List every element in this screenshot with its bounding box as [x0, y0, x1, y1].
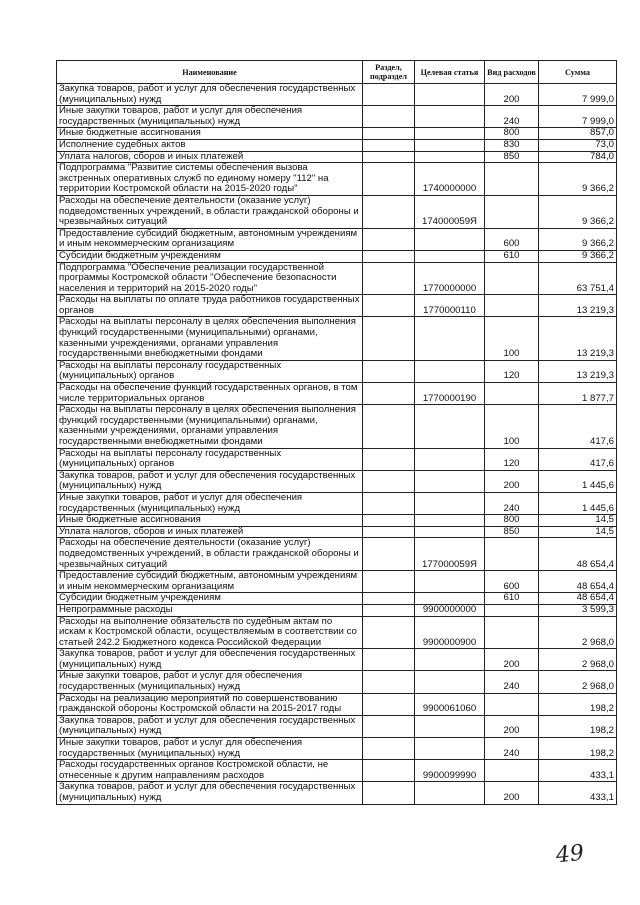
- cell-sum: 198,2: [539, 693, 617, 715]
- cell-section: [363, 492, 415, 514]
- cell-section: [363, 163, 415, 196]
- table-row: [57, 383, 617, 405]
- cell-section: [363, 526, 415, 538]
- cell-name: Непрограммные расходы: [57, 604, 363, 616]
- table-row: [57, 195, 617, 228]
- table-row: [57, 405, 617, 448]
- cell-name: Закупка товаров, работ и услуг для обеспечения государственных (муниципальных) нужд: [57, 84, 363, 106]
- cell-sum: 433,1: [539, 782, 617, 804]
- cell-sum: 48 654,4: [539, 571, 617, 593]
- cell-name: Подпрограмма "Развитие системы обеспечения вызова экстренных оперативных служб по единому номеру "112" на территории Костромской области на 2015-2020 годы": [57, 163, 363, 196]
- cell-name: Закупка товаров, работ и услуг для обеспечения государственных (муниципальных) нужд: [57, 782, 363, 804]
- cell-sum: 3 599,3: [539, 604, 617, 616]
- cell-target: [415, 782, 485, 804]
- cell-target: [415, 738, 485, 760]
- table-body: [57, 84, 617, 805]
- cell-target: [415, 593, 485, 605]
- table-row: [57, 571, 617, 593]
- cell-name: Расходы на выплаты по оплате труда работников государственных органов: [57, 295, 363, 317]
- cell-sum: 2 968,0: [539, 616, 617, 649]
- table-row: [57, 151, 617, 163]
- cell-name: Предоставление субсидий бюджетным, автономным учреждениям и иным некоммерческим организациям: [57, 228, 363, 250]
- cell-target: [415, 128, 485, 140]
- cell-sum: 7 999,0: [539, 84, 617, 106]
- cell-name: Расходы на реализацию мероприятий по совершенствованию гражданской обороны Костромской области на 2015-2017 годы: [57, 693, 363, 715]
- cell-target: [415, 448, 485, 470]
- table-row: [57, 470, 617, 492]
- cell-kind: 200: [485, 649, 539, 671]
- cell-name: Иные закупки товаров, работ и услуг для обеспечения государственных (муниципальных) нужд: [57, 492, 363, 514]
- cell-target: [415, 106, 485, 128]
- cell-kind: 240: [485, 671, 539, 693]
- table-row: [57, 616, 617, 649]
- cell-target: 9900000900: [415, 616, 485, 649]
- cell-name: Подпрограмма "Обеспечение реализации государственной программы Костромской области "Обеспечение безопасности населения и территорий на 2015-2020 годы": [57, 262, 363, 295]
- table-row: [57, 738, 617, 760]
- table-row: [57, 782, 617, 804]
- cell-sum: 9 366,2: [539, 195, 617, 228]
- table-row: [57, 295, 617, 317]
- cell-target: 9900099990: [415, 760, 485, 782]
- cell-sum: 1 445,6: [539, 470, 617, 492]
- cell-kind: [485, 616, 539, 649]
- cell-kind: [485, 604, 539, 616]
- header-sum: Сумма: [539, 61, 617, 84]
- table-row: [57, 228, 617, 250]
- cell-target: 9900000000: [415, 604, 485, 616]
- cell-sum: 73,0: [539, 139, 617, 151]
- cell-kind: 800: [485, 128, 539, 140]
- header-kind: Вид расходов: [485, 61, 539, 84]
- cell-section: [363, 448, 415, 470]
- cell-kind: 850: [485, 526, 539, 538]
- cell-target: [415, 515, 485, 527]
- cell-kind: 200: [485, 470, 539, 492]
- table-row: [57, 671, 617, 693]
- cell-kind: 100: [485, 317, 539, 360]
- cell-kind: 200: [485, 782, 539, 804]
- cell-target: [415, 317, 485, 360]
- cell-name: Уплата налогов, сборов и иных платежей: [57, 151, 363, 163]
- table-row: [57, 163, 617, 196]
- cell-sum: 857,0: [539, 128, 617, 140]
- table-header: [57, 61, 617, 84]
- cell-sum: 1 445,6: [539, 492, 617, 514]
- cell-section: [363, 604, 415, 616]
- cell-name: Расходы государственных органов Костромской области, не отнесенные к другим направлениям расходов: [57, 760, 363, 782]
- table-row: [57, 538, 617, 571]
- table-row: [57, 526, 617, 538]
- cell-sum: 48 654,4: [539, 593, 617, 605]
- cell-name: Закупка товаров, работ и услуг для обеспечения государственных (муниципальных) нужд: [57, 470, 363, 492]
- cell-name: Иные закупки товаров, работ и услуг для обеспечения государственных (муниципальных) нужд: [57, 106, 363, 128]
- table-row: [57, 593, 617, 605]
- cell-name: Иные бюджетные ассигнования: [57, 515, 363, 527]
- cell-sum: 433,1: [539, 760, 617, 782]
- cell-kind: 100: [485, 405, 539, 448]
- table-row: [57, 760, 617, 782]
- table-row: [57, 492, 617, 514]
- cell-name: Исполнение судебных актов: [57, 139, 363, 151]
- cell-name: Расходы на обеспечение деятельности (оказание услуг) подведомственных учреждений, в области гражданской обороны и чрезвычайных ситуаций: [57, 195, 363, 228]
- cell-section: [363, 250, 415, 262]
- cell-section: [363, 616, 415, 649]
- cell-sum: 417,6: [539, 448, 617, 470]
- cell-name: Иные бюджетные ассигнования: [57, 128, 363, 140]
- cell-kind: [485, 295, 539, 317]
- header-section: Раздел, подраздел: [363, 61, 415, 84]
- cell-section: [363, 106, 415, 128]
- cell-kind: 600: [485, 228, 539, 250]
- cell-section: [363, 405, 415, 448]
- cell-section: [363, 515, 415, 527]
- cell-name: Предоставление субсидий бюджетным, автономным учреждениям и иным некоммерческим организациям: [57, 571, 363, 593]
- table-row: [57, 604, 617, 616]
- cell-target: [415, 139, 485, 151]
- cell-kind: [485, 383, 539, 405]
- cell-kind: 120: [485, 360, 539, 382]
- cell-sum: 198,2: [539, 738, 617, 760]
- cell-section: [363, 360, 415, 382]
- cell-kind: 610: [485, 593, 539, 605]
- cell-target: [415, 228, 485, 250]
- cell-section: [363, 593, 415, 605]
- cell-name: Расходы на обеспечение деятельности (оказание услуг) подведомственных учреждений, в области гражданской обороны и чрезвычайных ситуаций: [57, 538, 363, 571]
- cell-kind: [485, 195, 539, 228]
- cell-section: [363, 228, 415, 250]
- cell-target: [415, 715, 485, 737]
- cell-kind: [485, 760, 539, 782]
- table-row: [57, 317, 617, 360]
- cell-name: Иные закупки товаров, работ и услуг для обеспечения государственных (муниципальных) нужд: [57, 738, 363, 760]
- table-row: [57, 106, 617, 128]
- cell-section: [363, 738, 415, 760]
- table-row: [57, 649, 617, 671]
- table-row: [57, 693, 617, 715]
- cell-target: 1770000000: [415, 262, 485, 295]
- header-target: Целевая статья: [415, 61, 485, 84]
- cell-sum: 2 968,0: [539, 649, 617, 671]
- cell-sum: 13 219,3: [539, 317, 617, 360]
- cell-name: Расходы на обеспечение функций государственных органов, в том числе территориальных органов: [57, 383, 363, 405]
- cell-kind: 850: [485, 151, 539, 163]
- cell-name: Закупка товаров, работ и услуг для обеспечения государственных (муниципальных) нужд: [57, 715, 363, 737]
- cell-sum: 7 999,0: [539, 106, 617, 128]
- cell-sum: 417,6: [539, 405, 617, 448]
- cell-section: [363, 649, 415, 671]
- cell-section: [363, 84, 415, 106]
- cell-target: 174000059Я: [415, 195, 485, 228]
- cell-target: 1770000190: [415, 383, 485, 405]
- table-row: [57, 128, 617, 140]
- cell-section: [363, 317, 415, 360]
- cell-kind: 830: [485, 139, 539, 151]
- table-row: [57, 360, 617, 382]
- cell-kind: 240: [485, 738, 539, 760]
- cell-sum: 14,5: [539, 526, 617, 538]
- cell-sum: 9 366,2: [539, 250, 617, 262]
- cell-kind: 200: [485, 84, 539, 106]
- cell-target: 1740000000: [415, 163, 485, 196]
- cell-section: [363, 571, 415, 593]
- cell-sum: 9 366,2: [539, 163, 617, 196]
- cell-kind: 800: [485, 515, 539, 527]
- cell-section: [363, 715, 415, 737]
- cell-name: Расходы на выплаты персоналу в целях обеспечения выполнения функций государственными (муниципальными) органами, казенными учреждениями, органами управления государственными внебюджетными фондами: [57, 317, 363, 360]
- cell-section: [363, 760, 415, 782]
- cell-kind: 240: [485, 492, 539, 514]
- cell-sum: 63 751,4: [539, 262, 617, 295]
- page-number: 49: [554, 840, 586, 869]
- cell-kind: [485, 262, 539, 295]
- cell-kind: 600: [485, 571, 539, 593]
- cell-target: [415, 84, 485, 106]
- cell-kind: [485, 538, 539, 571]
- cell-target: 177000059Я: [415, 538, 485, 571]
- cell-name: Уплата налогов, сборов и иных платежей: [57, 526, 363, 538]
- cell-section: [363, 262, 415, 295]
- cell-section: [363, 195, 415, 228]
- cell-name: Расходы на выплаты персоналу в целях обеспечения выполнения функций государственными (муниципальными) органами, казенными учреждениями, органами управления государственными внебюджетными фондами: [57, 405, 363, 448]
- cell-kind: [485, 163, 539, 196]
- cell-name: Субсидии бюджетным учреждениям: [57, 250, 363, 262]
- cell-target: [415, 492, 485, 514]
- table-row: [57, 262, 617, 295]
- header-name: Наименование: [57, 61, 363, 84]
- cell-section: [363, 139, 415, 151]
- table-row: [57, 250, 617, 262]
- cell-sum: 14,5: [539, 515, 617, 527]
- cell-kind: 610: [485, 250, 539, 262]
- cell-sum: 198,2: [539, 715, 617, 737]
- table-row: [57, 139, 617, 151]
- cell-target: 9900061060: [415, 693, 485, 715]
- cell-target: [415, 526, 485, 538]
- cell-sum: 1 877,7: [539, 383, 617, 405]
- cell-name: Закупка товаров, работ и услуг для обеспечения государственных (муниципальных) нужд: [57, 649, 363, 671]
- table-row: [57, 448, 617, 470]
- cell-sum: 2 968,0: [539, 671, 617, 693]
- cell-sum: 9 366,2: [539, 228, 617, 250]
- cell-section: [363, 693, 415, 715]
- cell-sum: 48 654,4: [539, 538, 617, 571]
- cell-section: [363, 671, 415, 693]
- cell-target: [415, 671, 485, 693]
- cell-section: [363, 782, 415, 804]
- cell-section: [363, 470, 415, 492]
- table-row: [57, 515, 617, 527]
- cell-kind: 120: [485, 448, 539, 470]
- cell-target: [415, 151, 485, 163]
- cell-target: [415, 360, 485, 382]
- cell-name: Расходы на выполнение обязательств по судебным актам по искам к Костромской области, осуществляемым в соответствии со статьей 242.2 Бюджетного кодекса Российской Федерации: [57, 616, 363, 649]
- cell-section: [363, 295, 415, 317]
- table-row: [57, 84, 617, 106]
- cell-target: [415, 405, 485, 448]
- cell-sum: 784,0: [539, 151, 617, 163]
- document-page: [56, 60, 617, 805]
- cell-kind: 200: [485, 715, 539, 737]
- cell-section: [363, 383, 415, 405]
- cell-target: [415, 571, 485, 593]
- cell-kind: 240: [485, 106, 539, 128]
- cell-sum: 13 219,3: [539, 360, 617, 382]
- cell-sum: 13 219,3: [539, 295, 617, 317]
- cell-target: [415, 250, 485, 262]
- cell-section: [363, 151, 415, 163]
- cell-name: Субсидии бюджетным учреждениям: [57, 593, 363, 605]
- cell-name: Иные закупки товаров, работ и услуг для обеспечения государственных (муниципальных) нужд: [57, 671, 363, 693]
- cell-name: Расходы на выплаты персоналу государственных (муниципальных) органов: [57, 360, 363, 382]
- cell-target: 1770000110: [415, 295, 485, 317]
- budget-table: [56, 60, 617, 805]
- table-row: [57, 715, 617, 737]
- cell-section: [363, 128, 415, 140]
- cell-target: [415, 470, 485, 492]
- cell-section: [363, 538, 415, 571]
- cell-name: Расходы на выплаты персоналу государственных (муниципальных) органов: [57, 448, 363, 470]
- cell-kind: [485, 693, 539, 715]
- cell-target: [415, 649, 485, 671]
